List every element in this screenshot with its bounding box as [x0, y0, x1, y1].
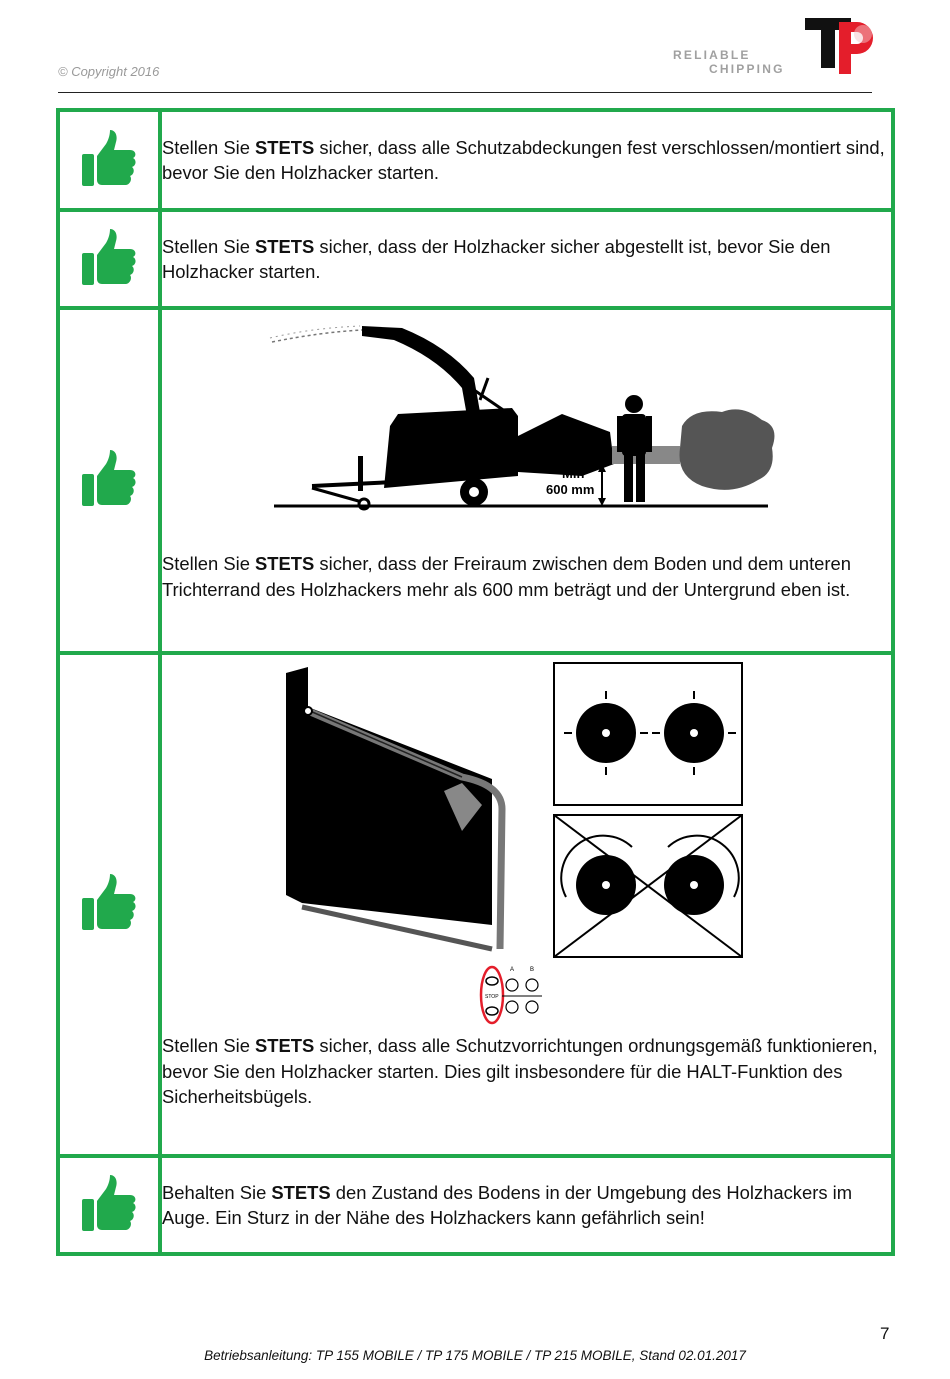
- rule-row: [58, 653, 893, 1156]
- rule-text-cell: [160, 1156, 893, 1254]
- header-divider: [58, 92, 872, 93]
- thumbs-up-icon: [80, 448, 138, 508]
- brand-tagline: [673, 48, 793, 76]
- safety-bar-figure: [162, 659, 862, 1029]
- brand-tagline-line1: RELIABLE: [673, 48, 751, 62]
- rule-suffix: sicher, dass alle Schutzabdeckungen fest verschlossen/montiert sind, bevor Sie den Holzhacker starten.: [162, 136, 885, 183]
- brand-tagline-line2: CHIPPING: [709, 62, 785, 76]
- rule-icon-cell: [58, 1156, 160, 1254]
- thumbs-up-icon: [80, 872, 138, 932]
- rule-prefix: Stellen Sie: [162, 235, 256, 257]
- rule-prefix: Stellen Sie: [162, 1035, 256, 1056]
- thumbs-up-icon: [80, 227, 138, 287]
- rule-text-cell: [160, 308, 893, 653]
- rule-suffix: den Zustand des Bodens in der Umgebung des Holzhackers im Auge. Ein Sturz in der Nähe des Holzhackers kann gefährlich sein!: [162, 1181, 853, 1228]
- tp-logo: [803, 14, 877, 76]
- rule-text-cell: [160, 210, 893, 308]
- stop-label: STOP: [485, 994, 499, 1000]
- panel-col-a: A: [510, 967, 515, 973]
- rule-text: [162, 1033, 891, 1110]
- rule-prefix: Stellen Sie: [162, 136, 256, 158]
- rule-icon-cell: [58, 308, 160, 653]
- page-number: 7: [880, 1324, 890, 1343]
- thumbs-up-icon: [80, 1173, 138, 1233]
- rule-row: [58, 110, 893, 210]
- rule-row: [58, 1156, 893, 1254]
- footer-manual-title: Betriebsanleitung: TP 155 MOBILE / TP 175 MOBILE / TP 215 MOBILE, Stand 02.01.2017: [204, 1348, 746, 1363]
- thumbs-up-icon: [80, 128, 138, 188]
- rule-emphasis: STETS: [255, 136, 315, 158]
- rule-emphasis: STETS: [271, 1181, 331, 1203]
- rule-text-cell: [160, 653, 893, 1156]
- rule-row: [58, 308, 893, 653]
- rule-prefix: Stellen Sie: [162, 553, 256, 574]
- clearance-label-line2: 600 mm: [546, 482, 595, 497]
- rule-suffix: sicher, dass der Holzhacker sicher abgestellt ist, bevor Sie den Holzhacker starten.: [162, 235, 831, 282]
- rule-text: [162, 135, 891, 186]
- safety-rules-table: [56, 108, 895, 1256]
- rule-prefix: Behalten Sie: [162, 1181, 272, 1203]
- rule-emphasis: STETS: [255, 235, 315, 257]
- rule-suffix: sicher, dass alle Schutzvorrichtungen ordnungsgemäß funktionieren, bevor Sie den Holzhacker starten. Dies gilt insbesondere für die HALT-Funktion des Sicherheitsbügels.: [162, 1035, 878, 1107]
- rule-emphasis: STETS: [255, 553, 315, 574]
- chipper-clearance-figure: [162, 316, 862, 541]
- rule-icon-cell: [58, 110, 160, 210]
- copyright-notice: © Copyright 2016: [58, 64, 160, 79]
- rule-icon-cell: [58, 210, 160, 308]
- panel-col-b: B: [530, 967, 535, 973]
- clearance-label-line1: Min: [562, 466, 585, 481]
- rule-suffix: sicher, dass der Freiraum zwischen dem Boden und dem unteren Trichterrand des Holzhackers mehr als 600 mm beträgt und der Untergrund eben ist.: [162, 553, 851, 600]
- rule-emphasis: STETS: [255, 1035, 315, 1056]
- rule-text-cell: [160, 110, 893, 210]
- rule-text: [162, 234, 891, 285]
- rule-text: [162, 1180, 891, 1231]
- rule-icon-cell: [58, 653, 160, 1156]
- rule-row: [58, 210, 893, 308]
- rule-text: [162, 551, 891, 602]
